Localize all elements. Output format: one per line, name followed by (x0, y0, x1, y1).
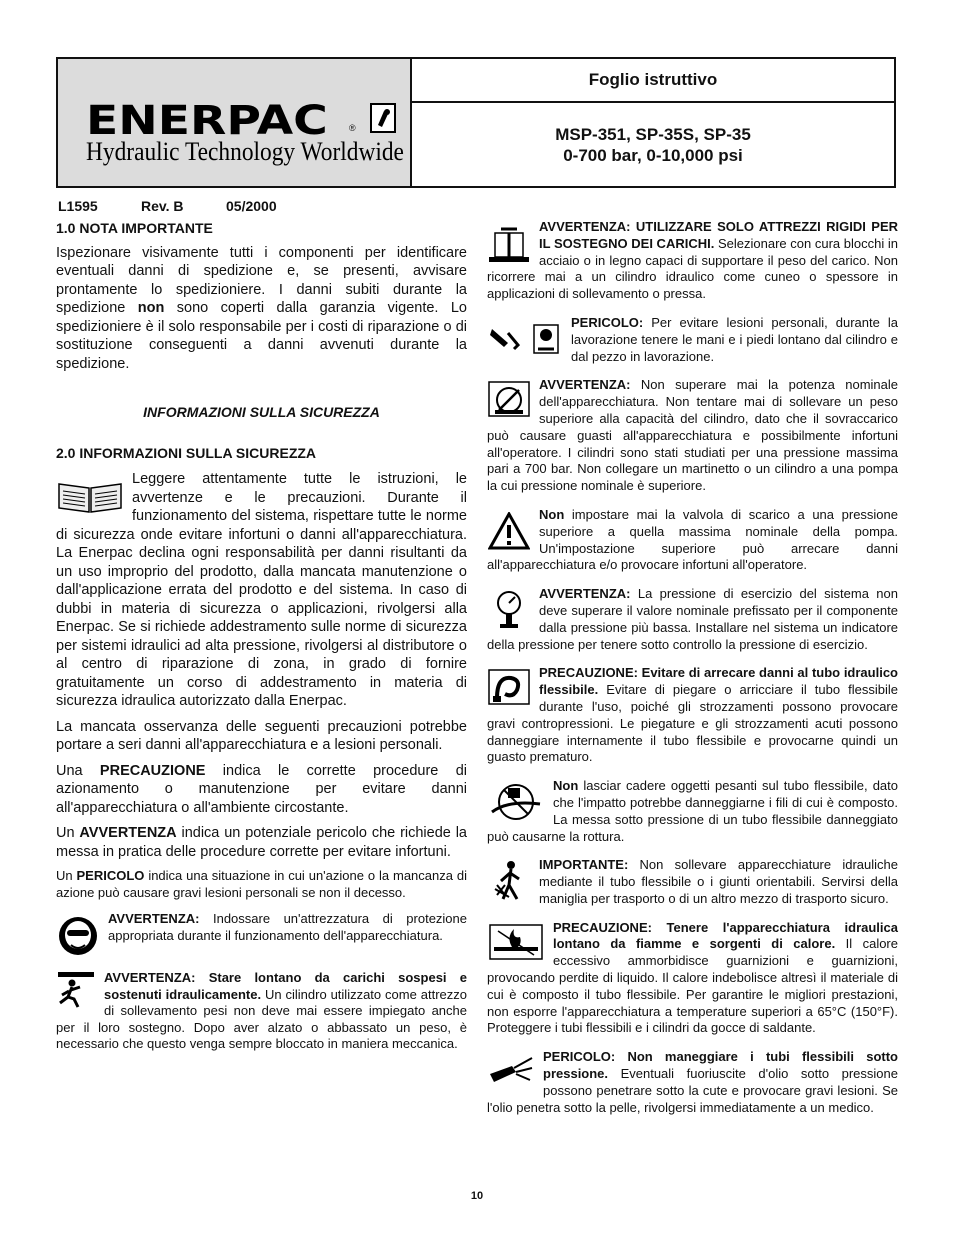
warning-suspended-loads: AVVERTENZA: Stare lontano da carichi sospesi e sostenuti idraulicamente. Un cilindro utilizzato come attrezzo di sollevamento pesi non deve mai essere impiegato anche per il loro sostegno. Dopo aver alzato o abbassato un peso, è necessario che questo venga sempre bloccato in maniera meccanica. (56, 970, 467, 1051)
paragraph-warning-consequences: La mancata osservanza delle seguenti precauzioni potrebbe portare a seri danni all'apparecchiatura e a lesioni personali. (56, 718, 467, 753)
right-column (487, 219, 898, 1128)
caution-hose-damage: PRECAUZIONE: Evitare di arrecare danni al tubo idraulico flessibile. Evitare di piegare o arricciare il tubo flessibile durante l'uso, poiché gli strozzamenti possono provocare gravi contropressioni. Le piegature e gli strozzamenti acuti possono danneggiare internamente il tubo flessibile e provocarne quindi un guasto prematuro. (487, 665, 898, 765)
paragraph-warning-def: Un AVVERTENZA indica un potenziale pericolo che richiede la messa in pratica delle procedure corrette per evitare infortuni. (56, 825, 467, 860)
flame-heat-icon (487, 922, 545, 962)
registered-mark: ® (349, 123, 356, 133)
page-number: 10 (470, 1190, 484, 1202)
model-info (412, 103, 894, 186)
section-heading-2: 2.0 INFORMAZIONI SULLA SICUREZZA (56, 444, 317, 461)
doc-rev: Rev. B (141, 198, 184, 214)
rigid-support-icon (487, 225, 531, 265)
person-lifting-icon (487, 859, 531, 903)
model-line-2: 0-700 bar, 0-10,000 psi (563, 145, 743, 165)
logo-brand: ENERPAC (86, 98, 328, 144)
model-line-1: MSP-351, SP-35S, SP-35 (555, 124, 751, 144)
overload-icon (487, 379, 531, 419)
warning-overload: AVVERTENZA: Non superare mai la potenza nominale dell'apparecchiatura. Non tentare mai di sollevare un peso superiore alla capacità del cilindro, dato che il sovraccarico può causare guasti all'apparecchiatura e possibilmente infortuni all'operatore. I cilindri sono stati studiati per una pressione massima pari a 700 bar. Non collegare un martinetto o un cilindro a una pompa la cui pressione nominale è superiore. (487, 377, 898, 494)
doc-code: L1595 (58, 198, 98, 214)
caution-heat-sources: PRECAUZIONE: Tenere l'apparecchiatura idraulica lontano da fiamme e sorgenti di calore. Il calore eccessivo ammorbidisce guarnizioni e guarnizioni, provocando perdite di liquido. Il calore indebolisce altresì il materiale di cui è composto il tubo flessibile. Per garantire le migliori prestazioni, non esporre l'apparecchiatura a temperature superiori a 65°C (150°F). Proteggere i tubi flessibili e i cilindri da gocce di saldante. (487, 919, 898, 1036)
header-info (412, 59, 894, 186)
important-lifting-hose: IMPORTANTE: Non sollevare apparecchiature idrauliche mediante il tubo flessibile o i giunti orientabili. Servirsi della maniglia per trasporto o di un altro mezzo di trasporto sicuro. (487, 857, 898, 907)
paragraph-safety-info: Leggere attentamente tutte le istruzioni, le avvertenze e le precauzioni. Durante il funzionamento del sistema, rispettare tutte le norme di sicurezza onde evitare infortuni o danni all'apparecchiatura. La Enerpac declina ogni responsabilità per danni risultanti da un uso improprio del prodotto, dalla mancata manutenzione o dall'applicazione errata del prodotto e del sistema. In caso di dubbi in materia di sicurezza o applicazioni, rivolgersi alla Enerpac. Se si richiede addestramento sulle norme di sicurezza per sistemi idraulici ad alta pressione, rivolgersi al distributore o al centro di riparazione di zona, in grado di fornire gratuitamente un corso di addestramento in materia di sicurezza idraulica autorizzato dalla Enerpac. (56, 471, 467, 709)
paragraph-important-note: Ispezionare visivamente tutti i componenti per identificare eventuali danni di spedizione e, se presenti, avvisare prontamente lo spedizioniere. I danni subiti durante la spedizione non sono coperti dalla garanzia vigente. Lo spedizioniere è il solo responsabile per i costi di riparazione o di sostituzione conseguenti a danni avvenuti durante la spedizione. (56, 244, 467, 372)
heavy-object-hose-icon (487, 780, 545, 824)
left-column (56, 219, 467, 1053)
logo-emblem-icon (370, 103, 396, 133)
manual-book-icon (56, 476, 124, 516)
warning-protective-gear: AVVERTENZA: Indossare un'attrezzatura di protezione appropriata durante il funzionamento dell'apparecchiatura. (56, 911, 467, 944)
falling-load-icon (56, 970, 96, 1010)
safety-subheading: INFORMAZIONI SULLA SICUREZZA (143, 404, 380, 420)
paragraph-caution-def: Una PRECAUZIONE indica le corrette procedure di azionamento o manutenzione per evitare danni all'apparecchiatura o all'ambiente circostante. (56, 762, 467, 816)
enerpac-logo (58, 59, 412, 186)
pressure-gauge-icon (487, 588, 531, 632)
protective-gear-icon (56, 914, 100, 958)
doc-date: 05/2000 (226, 198, 277, 214)
hand-crush-icon (487, 317, 563, 361)
paragraph-danger-def: Un PERICOLO indica una situazione in cui un'azione o la mancanza di azione può causare gravi lesioni personali se non il decesso. (56, 868, 467, 900)
warning-rigid-supports: AVVERTENZA: UTILIZZARE SOLO ATTREZZI RIGIDI PER IL SOSTEGNO DEI CARICHI. Selezionare con cura blocchi in acciaio o in legno capaci di supportare il peso del carico. Non ricorrere mai a un cilindro idraulico come cuneo o spessore in applicazioni di sollevamento o pressa. (487, 219, 898, 302)
notice-heavy-objects: Non lasciar cadere oggetti pesanti sul tubo flessibile, dato che l'impatto potrebbe danneggiarne i fili di cui è composto. La messa sotto pressione di un tubo flessibile danneggiato può causarne la rottura. (487, 778, 898, 844)
danger-pressurized-hoses: PERICOLO: Non maneggiare i tubi flessibili sotto pressione. Eventuali fuoriuscite d'olio sotto pressione possono penetrare sotto la cute e provocare gravi lesioni. Se l'olio penetra sotto la pelle, rivolgersi immediatamente a un medico. (487, 1049, 898, 1115)
danger-hands-feet: PERICOLO: Per evitare lesioni personali, durante la lavorazione tenere le mani e i piedi lontano dal cilindro e dal pezzo in lavorazione. (487, 315, 898, 365)
hose-kink-icon (487, 667, 531, 707)
danger-relief-valve: Non impostare mai la valvola di scarico a una pressione superiore a quella massima nominale della pompa. Un'impostazione superiore può arrecare danni all'apparecchiatura e/o provocare infortuni all'operatore. (487, 506, 898, 573)
warning-system-pressure: AVVERTENZA: La pressione di esercizio del sistema non deve superare il valore nominale prefissato per il componente dalla pressione più bassa. Installare nel sistema un indicatore della pressione per tenere sotto controllo la pressione di esercizio. (487, 586, 898, 652)
warning-triangle-icon (487, 509, 531, 553)
sheet-title: Foglio istruttivo (412, 59, 894, 103)
document-id (58, 198, 277, 214)
document-header (56, 57, 896, 188)
section-heading-1: 1.0 NOTA IMPORTANTE (56, 220, 213, 236)
logo-tagline: Hydraulic Technology Worldwide (86, 137, 404, 166)
oil-injection-icon (487, 1051, 535, 1091)
